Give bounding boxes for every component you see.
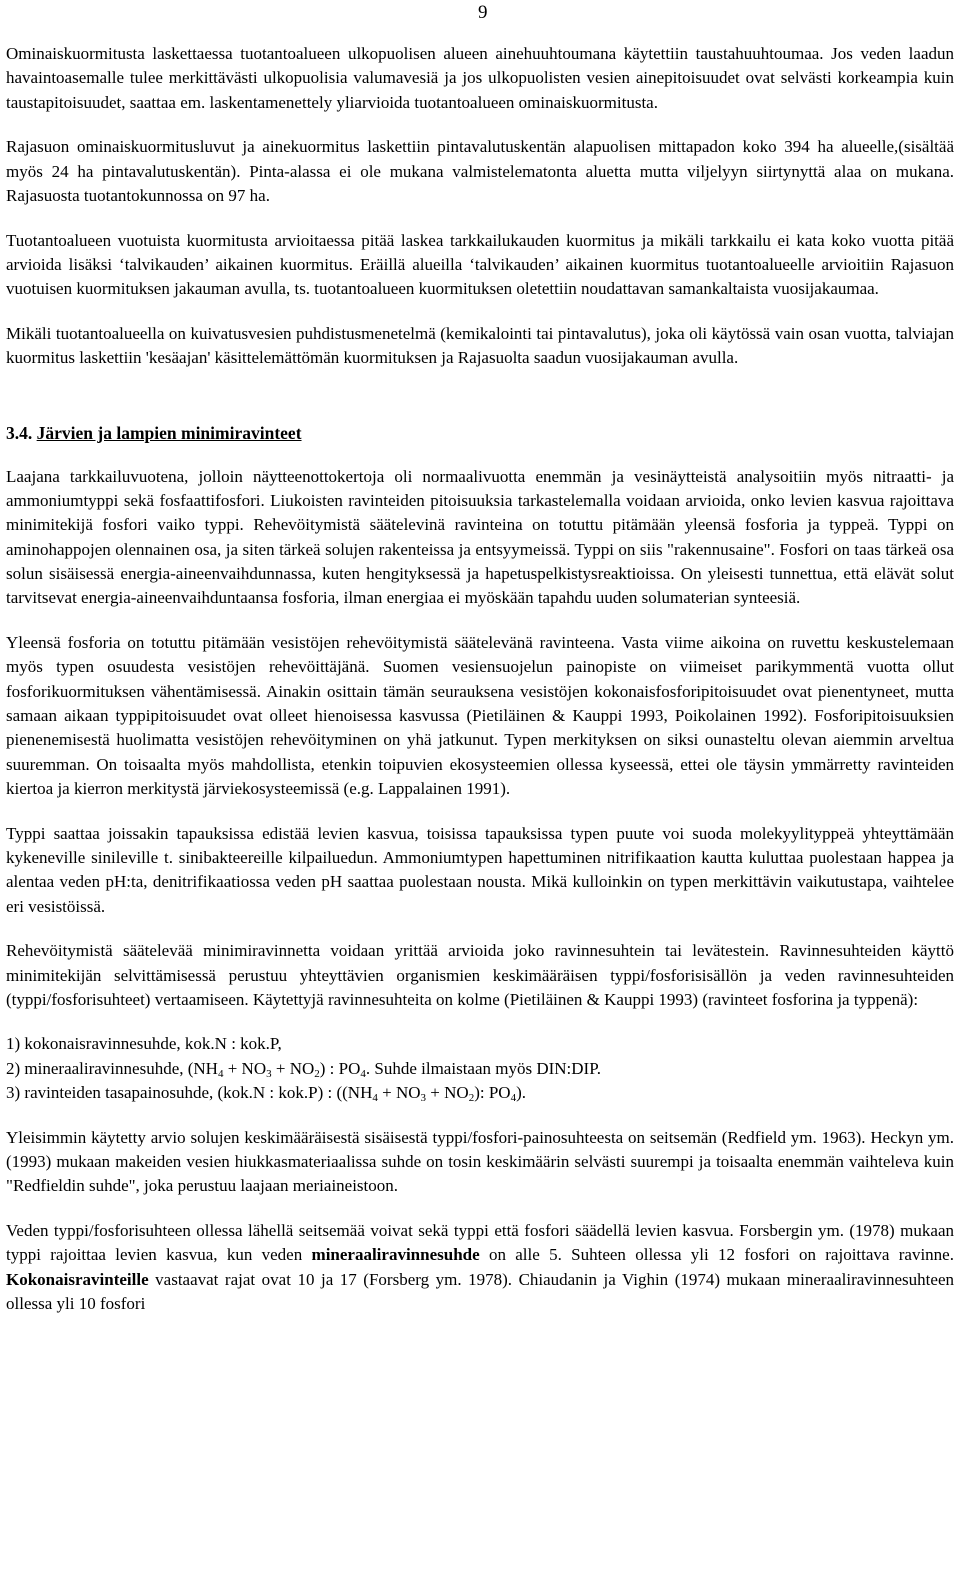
nutrient-ratio-list [6,1032,954,1105]
paragraph-redfield-ratio: Yleisimmin käytetty arvio solujen keskimääräisestä sisäisestä typpi/fosfori-painosuhteesta on seitsemän (Redfield ym. 1963). Heckyn ym. (1993) mukaan makeiden vesien hiukkasmateriaalissa suhde on tosin keskimäärin selvästi suurempi ja toisaalta enemmän vaihteleva kuin "Redfieldin suhde", joka perustuu laajaan meriaineistoon. [6,1127,954,1196]
formula-total-ratio: 1) kokonaisravinnesuhde, kok.N : kok.P, [6,1034,282,1054]
page-content [6,42,954,1316]
formula-balance-ratio: 3) ravinteiden tasapainosuhde, (kok.N : kok.P) : ($(NH_4 + NO_3 + NO_2)$: $PO_4$). [6,1082,526,1104]
section-heading [6,421,954,445]
paragraph-winter-load: Mikäli tuotantoalueella on kuivatusvesien puhdistusmenetelmä (kemikalointi tai pintavalutus), joka oli käytössä vain osan vuotta, talviajan kuormitus laskettiin 'kesäajan' käsittelemättömän kuormituksen ja Rajasuolta saadun vuosijakauman avulla. [6,324,954,368]
section-number: 3.4. [6,422,33,443]
page-number: 9 [478,2,488,23]
paragraph-rajasuo-area: Rajasuon ominaiskuormitusluvut ja ainekuormitus laskettiin pintavalutuskentän alapuolisen mittapadon koko 394 ha alueelle,(sisältää myös 24 ha pintavalutuskentän). Pinta-alassa ei ole mukana valmistelematonta aluetta mutta viljelyyn siirtynyttä alaa on mukana. Rajasuosta tuotantokunnossa on 97 ha. [6,137,954,205]
paragraph-annual-load: Tuotantoalueen vuotuista kuormitusta arvioitaessa pitää laskea tarkkailukauden kuormitus ja mikäli tarkkailu ei kata koko vuotta pitää arvioida lisäksi ‘talvikauden’ aikainen kuormitus. Eräillä alueilla ‘talvikauden’ aikainen kuormitus tuotantoalueelle arvioitiin Rajasuon vuotuisen kuormituksen jakauman avulla, ts. tuotantoalueen kuormituksen oletettiin noudattavan samankaltaista vuosijakaumaa. [6,230,954,299]
section-title: Järvien ja lampien minimiravinteet [36,422,302,443]
paragraph-nutrient-ratios: Rehevöitymistä säätelevää minimiravinnetta voidaan yrittää arvioida joko ravinnesuhtein tai levätestein. Ravinnesuhteiden käyttö minimitekijän selvittämisessä perustuu yhteyttävien organismien keskimääräisen typpi/fosforisisällön ja veden ravinnesuhteiden (typpi/fosforisuhteet) vertaamiseen. Käytettyjä ravinnesuhteita on kolme (Pietiläinen & Kauppi 1993) (ravinteet fosforina ja typpenä): [6,941,954,1009]
paragraph-minimum-nutrients: Laajana tarkkailuvuotena, jolloin näytteenottokertoja oli normaalivuotta enemmän ja vesinäytteistä analysoitiin myös nitraatti- ja ammoniumtyppi sekä fosfaattifosfori. Liukoisten ravinteiden pitoisuuksia tarkastelemalla voidaan arvioida, onko levien kasvua rajoittava minimitekijä fosfori vaiko typpi. Rehevöitymistä säätelevinä ravinteina on totuttu pitämään yleensä fosforia ja typpeä. Typpi on aminohappojen olennainen osa, ja siten tärkeä solujen rakenteissa ja entsyymeissä. Typpi on siis "rakennusaine". Fosfori on taas tärkeä osa solun sisäisessä energia-aineenvaihdunnassa, kuten hengityksessä ja hapetuspelkistysreaktioissa. On yleisesti tunnettua, että elävät solut tarvitsevat energia-aineenvaihduntaansa fosforia, ilman energiaa ei myöskään tapahdu uuden solumaterian synteesiä. [6,466,954,608]
paragraph-specific-load-background: Ominaiskuormitusta laskettaessa tuotantoalueen ulkopuolisen alueen ainehuuhtoumana käytettiin taustahuuhtoumaa. Jos veden laadun havaintoasemalle tulee merkittävästi ulkopuolisia valumavesiä ja jos ulkopuolisten vesien ainepitoisuudet ovat selvästi korkeampia kuin taustapitoisuudet, saattaa em. laskentamenettely yliarvioida tuotantoalueen ominaiskuormitusta. [6,44,954,112]
term-mineral-ratio: mineraaliravinnesuhde [311,1245,480,1265]
formula-mineral-ratio: 2) mineraaliravinnesuhde, $(NH_4 + NO_3 + NO_2)$ : $PO_4$. Suhde ilmaistaan myös DIN:DIP. [6,1058,602,1080]
paragraph-nitrogen-effects: Typpi saattaa joissakin tapauksissa edistää levien kasvua, toisissa tapauksissa typen puute voi suoda molekyylityppeä yhteyttämään kykeneville sinileville t. sinibakteereille kilpailuedun. Ammoniumtypen hapettuminen nitrifikaation kautta kuluttaa puolestaan happea ja alentaa veden pH:ta, denitrifikaatiossa veden pH saattaa puolestaan nousta. Mikä kulloinkin on typen merkittävin vaikutustapa, vaihtelee eri vesistöissä. [6,823,954,916]
paragraph-phosphorus-eutrophication: Yleensä fosforia on totuttu pitämään vesistöjen rehevöitymistä säätelevänä ravinteena. Vasta viime aikoina on ruvettu keskustelemaan myös typen osuudesta vesistöjen rehevöittäjänä. Suomen vesiensuojelun painopiste on viimeiset parikymmentä vuotta ollut fosforikuormituksen vähentämisessä. Ainakin osittain tämän seurauksena vesistöjen kokonaisfosforipitoisuudet ovat pienentyneet, mutta samaan aikaan typpipitoisuudet ovat olleet hienoisessa kasvussa (Pietiläinen & Kauppi 1993, Poikolainen 1992). Fosforipitoisuuksien pienenemisestä huolimatta vesistöjen rehevöityminen on yhä jatkunut. Typen merkityksen on siksi ounasteltu olevan aiemmin arveltua suuremman. On toisaalta myös mahdollista, etenkin toipuvien ekosysteemien ollessa kyseessä, ettei ole täysin ymmärretty ravinteiden kiertoa ja kierron merkitystä järviekosysteemissä (e.g. Lappalainen 1991). [6,633,954,798]
term-total-nutrients: Kokonaisravinteille [6,1269,149,1289]
paragraph-np-limits: Veden typpi/fosforisuhteen ollessa lähellä seitsemää voivat sekä typpi että fosfori säädellä levien kasvua. Forsbergin ym. (1978) mukaan typpi rajoittaa levien kasvua, kun veden mineraaliravinnesuhde on alle 5. Suhteen ollessa yli 12 fosfori on rajoittava ravinne. Kokonaisravinteille vastaavat rajat ovat 10 ja 17 (Forsberg ym. 1978). Chiaudanin ja Vighin (1974) mukaan mineraaliravinnesuhteen ollessa yli 10 fosfori [6,1220,954,1313]
